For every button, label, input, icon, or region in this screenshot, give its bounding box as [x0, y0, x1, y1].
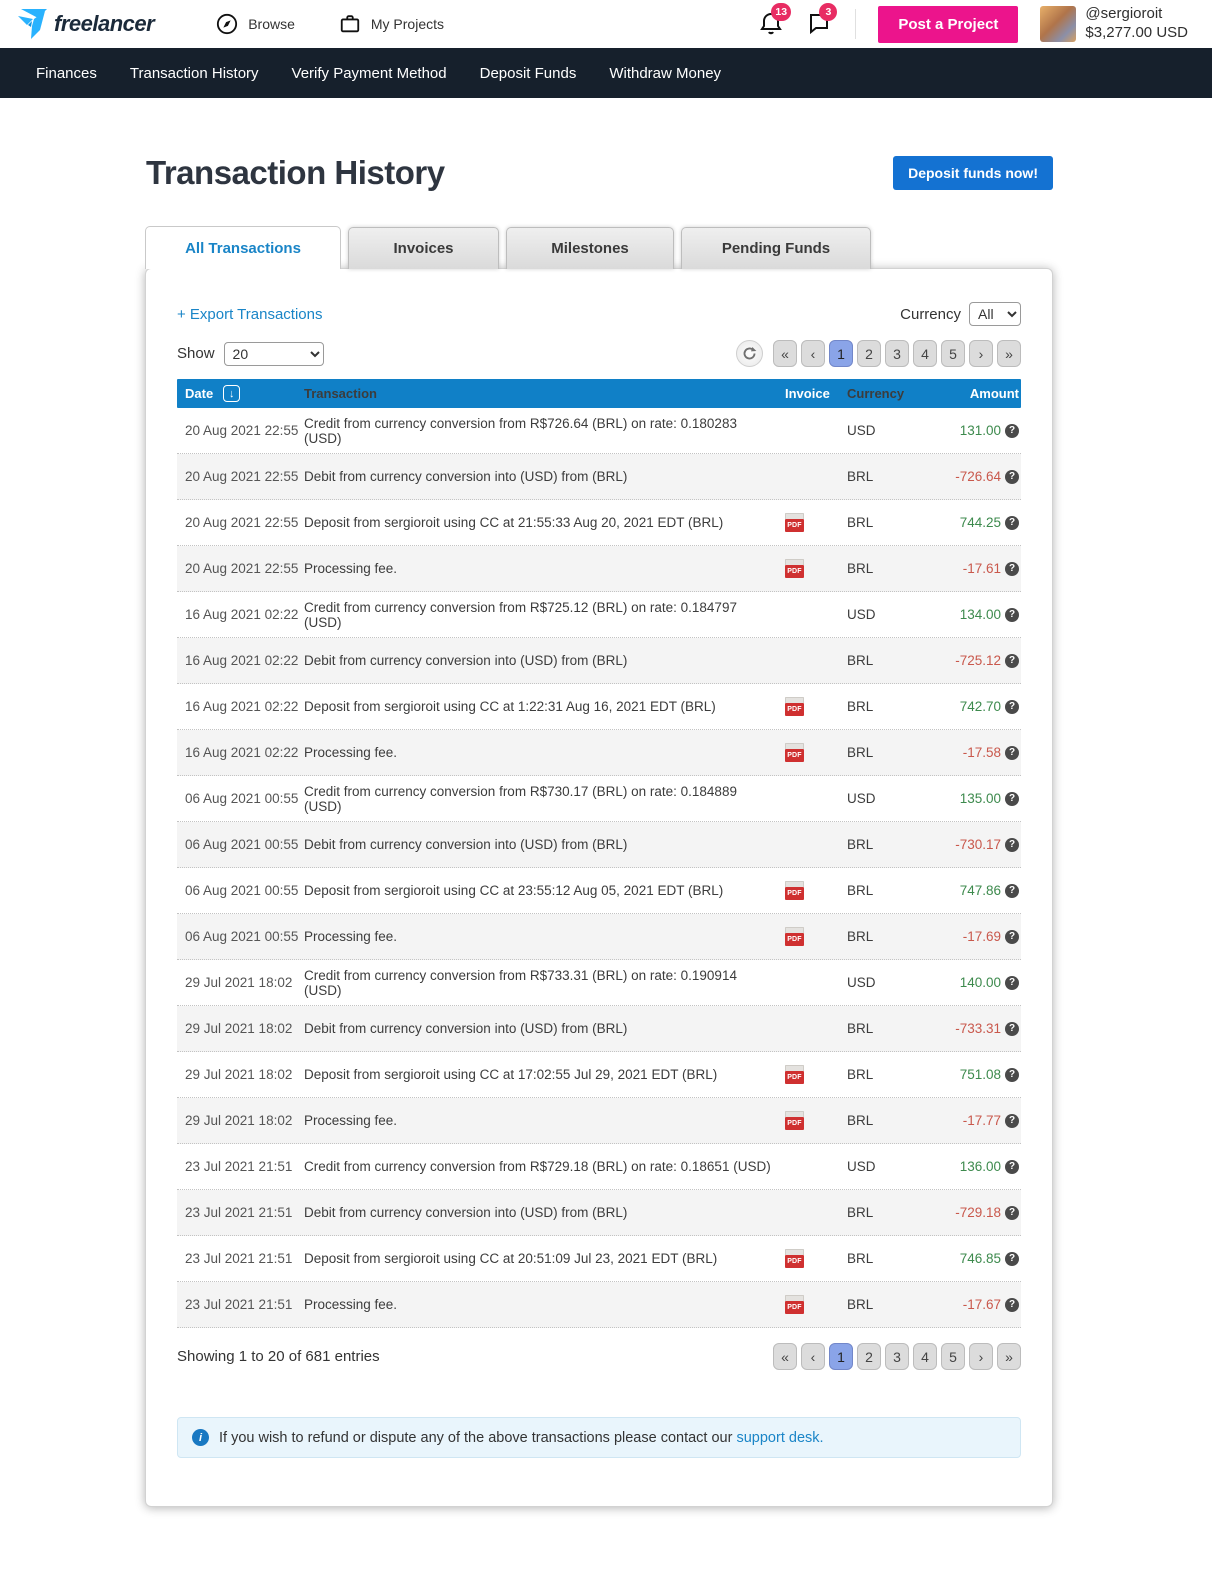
subnav-item-withdraw-money[interactable]: Withdraw Money — [609, 64, 722, 82]
messages-button[interactable] — [807, 6, 833, 37]
page-button-2[interactable]: 2 — [857, 1343, 881, 1370]
transactions-table — [177, 379, 1021, 1328]
transaction-currency: BRL — [847, 1205, 874, 1220]
sort-descending-icon[interactable]: ↓ — [223, 385, 240, 402]
currency-filter-select[interactable] — [969, 302, 1021, 326]
last-page-button[interactable]: » — [997, 340, 1021, 367]
transaction-description: Credit from currency conversion from R$730.17 (BRL) on rate: 0.184889 (USD) — [304, 783, 737, 814]
transaction-description: Processing fee. — [304, 561, 398, 576]
transaction-date: 16 Aug 2021 02:22 — [185, 745, 299, 760]
table-row — [177, 1052, 1021, 1098]
transaction-description: Processing fee. — [304, 929, 398, 944]
transaction-description: Processing fee. — [304, 745, 398, 760]
table-row — [177, 638, 1021, 684]
transaction-date: 20 Aug 2021 22:55 — [185, 469, 299, 484]
export-transactions-link[interactable]: + Export Transactions — [177, 305, 323, 323]
invoice-cell — [785, 1111, 847, 1130]
support-desk-link[interactable]: support desk. — [736, 1429, 824, 1446]
transaction-amount: 744.25 — [959, 515, 1001, 530]
transaction-description: Debit from currency conversion into (USD) from (BRL) — [304, 653, 628, 668]
subnav-item-deposit-funds[interactable]: Deposit Funds — [479, 64, 577, 82]
transaction-date: 23 Jul 2021 21:51 — [185, 1159, 293, 1174]
invoice-pdf-icon[interactable]: PDF — [785, 743, 804, 762]
transaction-description: Processing fee. — [304, 1113, 398, 1128]
transaction-amount: 746.85 — [959, 1251, 1001, 1266]
compass-icon — [216, 13, 238, 35]
transaction-date: 16 Aug 2021 02:22 — [185, 699, 299, 714]
transaction-amount: 751.08 — [959, 1067, 1001, 1082]
transaction-date: 23 Jul 2021 21:51 — [185, 1205, 293, 1220]
page-button-2[interactable]: 2 — [857, 340, 881, 367]
help-icon[interactable]: ? — [1005, 1068, 1019, 1082]
show-label: Show — [177, 345, 215, 362]
browse-menu[interactable] — [216, 13, 295, 35]
help-icon[interactable]: ? — [1005, 1160, 1019, 1174]
transaction-currency: BRL — [847, 929, 874, 944]
transaction-description: Deposit from sergioroit using CC at 21:55:33 Aug 20, 2021 EDT (BRL) — [304, 515, 724, 530]
invoice-pdf-icon[interactable]: PDF — [785, 881, 804, 900]
transaction-description: Debit from currency conversion into (USD) from (BRL) — [304, 1205, 628, 1220]
transaction-currency: BRL — [847, 561, 874, 576]
invoice-column-header: Invoice — [785, 386, 830, 401]
table-header-row — [177, 379, 1021, 408]
username[interactable]: @sergioroit — [1085, 5, 1163, 23]
bottom-pagination — [773, 1343, 1021, 1370]
show-entries-select[interactable] — [224, 342, 324, 366]
invoice-pdf-icon[interactable]: PDF — [785, 697, 804, 716]
transaction-currency: USD — [847, 1159, 876, 1174]
transaction-column-header: Transaction — [304, 386, 377, 401]
help-icon[interactable]: ? — [1005, 424, 1019, 438]
transaction-amount: -17.61 — [962, 561, 1001, 576]
transaction-date: 20 Aug 2021 22:55 — [185, 515, 299, 530]
transaction-description: Deposit from sergioroit using CC at 20:51:09 Jul 23, 2021 EDT (BRL) — [304, 1251, 718, 1266]
notice-text: If you wish to refund or dispute any of the above transactions please contact our — [219, 1429, 733, 1446]
avatar[interactable] — [1040, 6, 1076, 42]
invoice-cell — [785, 1295, 847, 1314]
table-row — [177, 592, 1021, 638]
transaction-amount: -726.64 — [955, 469, 1001, 484]
transaction-date: 16 Aug 2021 02:22 — [185, 607, 299, 622]
transaction-date: 16 Aug 2021 02:22 — [185, 653, 299, 668]
help-icon[interactable]: ? — [1005, 976, 1019, 990]
transaction-currency: BRL — [847, 515, 874, 530]
invoice-pdf-icon[interactable]: PDF — [785, 559, 804, 578]
post-project-button[interactable]: Post a Project — [878, 6, 1018, 43]
help-icon[interactable]: ? — [1005, 562, 1019, 576]
subnav-item-transaction-history[interactable]: Transaction History — [129, 64, 259, 82]
help-icon[interactable]: ? — [1005, 884, 1019, 898]
notifications-badge: 13 — [771, 3, 791, 21]
table-row — [177, 730, 1021, 776]
transaction-description: Deposit from sergioroit using CC at 1:22:31 Aug 16, 2021 EDT (BRL) — [304, 699, 716, 714]
transaction-description: Credit from currency conversion from R$726.64 (BRL) on rate: 0.180283 (USD) — [304, 415, 737, 446]
help-icon[interactable]: ? — [1005, 838, 1019, 852]
invoice-cell — [785, 513, 847, 532]
invoice-cell — [785, 697, 847, 716]
page-button-5[interactable]: 5 — [941, 1343, 965, 1370]
transaction-amount: -730.17 — [955, 837, 1001, 852]
transaction-currency: BRL — [847, 1113, 874, 1128]
help-icon[interactable]: ? — [1005, 1114, 1019, 1128]
finances-subnav — [0, 48, 1212, 98]
invoice-pdf-icon[interactable]: PDF — [785, 1249, 804, 1268]
transaction-description: Deposit from sergioroit using CC at 17:02:55 Jul 29, 2021 EDT (BRL) — [304, 1067, 718, 1082]
transaction-date: 06 Aug 2021 00:55 — [185, 883, 299, 898]
transactions-panel — [145, 268, 1053, 1507]
transaction-date: 06 Aug 2021 00:55 — [185, 929, 299, 944]
help-icon[interactable]: ? — [1005, 1252, 1019, 1266]
transaction-currency: USD — [847, 975, 876, 990]
subnav-item-finances[interactable]: Finances — [36, 64, 97, 82]
next-page-button[interactable]: › — [969, 340, 993, 367]
invoice-pdf-icon[interactable]: PDF — [785, 513, 804, 532]
invoice-pdf-icon[interactable]: PDF — [785, 927, 804, 946]
invoice-cell — [785, 927, 847, 946]
transaction-currency: USD — [847, 423, 876, 438]
transaction-amount: -17.58 — [962, 745, 1001, 760]
logo-wordmark: freelancer — [54, 11, 155, 36]
transaction-currency: BRL — [847, 653, 874, 668]
transaction-currency: BRL — [847, 1251, 874, 1266]
transaction-amount: 135.00 — [959, 791, 1001, 806]
table-row — [177, 960, 1021, 1006]
transaction-currency: BRL — [847, 883, 874, 898]
showing-entries-text: Showing 1 to 20 of 681 entries — [177, 1348, 380, 1365]
help-icon[interactable]: ? — [1005, 746, 1019, 760]
info-icon: i — [192, 1429, 209, 1446]
amount-column-header: Amount — [969, 386, 1019, 401]
top-header — [0, 0, 1212, 48]
tab-invoices[interactable]: Invoices — [348, 227, 499, 269]
table-row — [177, 1098, 1021, 1144]
table-row — [177, 1006, 1021, 1052]
transaction-currency: BRL — [847, 1021, 874, 1036]
currency-filter-label: Currency — [900, 305, 961, 323]
refresh-button[interactable] — [736, 340, 763, 367]
transaction-description: Deposit from sergioroit using CC at 23:55:12 Aug 05, 2021 EDT (BRL) — [304, 883, 724, 898]
transaction-date: 20 Aug 2021 22:55 — [185, 561, 299, 576]
transaction-description: Debit from currency conversion into (USD) from (BRL) — [304, 1021, 628, 1036]
table-row — [177, 1190, 1021, 1236]
invoice-pdf-icon[interactable]: PDF — [785, 1111, 804, 1130]
page-button-1[interactable]: 1 — [829, 1343, 853, 1370]
invoice-pdf-icon[interactable]: PDF — [785, 1065, 804, 1084]
transaction-currency: BRL — [847, 745, 874, 760]
transaction-amount: 134.00 — [959, 607, 1001, 622]
table-row — [177, 408, 1021, 454]
transaction-currency: BRL — [847, 699, 874, 714]
transaction-currency: BRL — [847, 837, 874, 852]
invoice-pdf-icon[interactable]: PDF — [785, 1295, 804, 1314]
my-projects-menu[interactable] — [339, 13, 444, 35]
transaction-description: Debit from currency conversion into (USD) from (BRL) — [304, 837, 628, 852]
help-icon[interactable]: ? — [1005, 1022, 1019, 1036]
transaction-date: 06 Aug 2021 00:55 — [185, 837, 299, 852]
date-column-header: Date — [185, 386, 214, 401]
header-divider — [855, 9, 856, 39]
invoice-cell — [785, 1065, 847, 1084]
transaction-description: Credit from currency conversion from R$725.12 (BRL) on rate: 0.184797 (USD) — [304, 599, 737, 630]
first-page-button[interactable]: « — [773, 1343, 797, 1370]
prev-page-button[interactable]: ‹ — [801, 1343, 825, 1370]
table-row — [177, 914, 1021, 960]
help-icon[interactable]: ? — [1005, 792, 1019, 806]
prev-page-button[interactable]: ‹ — [801, 340, 825, 367]
table-row — [177, 1144, 1021, 1190]
tab-milestones[interactable]: Milestones — [506, 227, 674, 269]
transaction-amount: 747.86 — [959, 883, 1001, 898]
transaction-amount: -17.69 — [962, 929, 1001, 944]
help-icon[interactable]: ? — [1005, 470, 1019, 484]
table-row — [177, 684, 1021, 730]
transaction-date: 23 Jul 2021 21:51 — [185, 1297, 293, 1312]
transaction-date: 29 Jul 2021 18:02 — [185, 975, 293, 990]
transaction-description: Debit from currency conversion into (USD) from (BRL) — [304, 469, 628, 484]
transactions-body — [177, 408, 1021, 1328]
transaction-description: Credit from currency conversion from R$733.31 (BRL) on rate: 0.190914 (USD) — [304, 967, 737, 998]
transaction-currency: BRL — [847, 1067, 874, 1082]
refund-notice — [177, 1417, 1021, 1458]
freelancer-logo[interactable] — [18, 8, 154, 40]
table-row — [177, 454, 1021, 500]
transaction-amount: -17.77 — [962, 1113, 1001, 1128]
table-row — [177, 1282, 1021, 1328]
help-icon[interactable]: ? — [1005, 1206, 1019, 1220]
transaction-description: Credit from currency conversion from R$729.18 (BRL) on rate: 0.18651 (USD) — [304, 1159, 771, 1174]
transaction-date: 29 Jul 2021 18:02 — [185, 1067, 293, 1082]
top-nav — [216, 13, 444, 35]
transaction-currency: USD — [847, 607, 876, 622]
page-button-3[interactable]: 3 — [885, 340, 909, 367]
tab-all-transactions[interactable]: All Transactions — [145, 226, 341, 269]
last-page-button[interactable]: » — [997, 1343, 1021, 1370]
briefcase-icon — [339, 13, 361, 35]
transactions-tabs — [0, 226, 1212, 269]
transaction-date: 29 Jul 2021 18:02 — [185, 1021, 293, 1036]
deposit-funds-now-button[interactable]: Deposit funds now! — [893, 156, 1053, 190]
transaction-amount: 136.00 — [959, 1159, 1001, 1174]
table-row — [177, 868, 1021, 914]
tab-pending-funds[interactable]: Pending Funds — [681, 227, 871, 269]
page-title: Transaction History — [146, 154, 445, 191]
transaction-amount: -733.31 — [955, 1021, 1001, 1036]
transaction-amount: -725.12 — [955, 653, 1001, 668]
top-pagination — [773, 340, 1021, 367]
messages-badge: 3 — [819, 3, 837, 21]
first-page-button[interactable]: « — [773, 340, 797, 367]
page-button-5[interactable]: 5 — [941, 340, 965, 367]
transaction-date: 29 Jul 2021 18:02 — [185, 1113, 293, 1128]
help-icon[interactable]: ? — [1005, 654, 1019, 668]
transaction-amount: -17.67 — [962, 1297, 1001, 1312]
transaction-description: Processing fee. — [304, 1297, 398, 1312]
page-button-4[interactable]: 4 — [913, 340, 937, 367]
table-row — [177, 822, 1021, 868]
page-button-4[interactable]: 4 — [913, 1343, 937, 1370]
invoice-cell — [785, 743, 847, 762]
transaction-currency: USD — [847, 791, 876, 806]
invoice-cell — [785, 881, 847, 900]
transaction-date: 23 Jul 2021 21:51 — [185, 1251, 293, 1266]
freelancer-bird-icon — [18, 8, 48, 40]
notifications-button[interactable] — [759, 6, 788, 37]
account-balance: $3,277.00 USD — [1085, 24, 1188, 41]
next-page-button[interactable]: › — [969, 1343, 993, 1370]
table-row — [177, 546, 1021, 592]
transaction-amount: 140.00 — [959, 975, 1001, 990]
transaction-date: 06 Aug 2021 00:55 — [185, 791, 299, 806]
invoice-cell — [785, 559, 847, 578]
my-projects-label: My Projects — [370, 16, 444, 32]
page-button-1[interactable]: 1 — [829, 340, 853, 367]
help-icon[interactable]: ? — [1005, 516, 1019, 530]
subnav-item-verify-payment-method[interactable]: Verify Payment Method — [291, 64, 447, 82]
browse-label: Browse — [248, 16, 295, 32]
table-row — [177, 1236, 1021, 1282]
help-icon[interactable]: ? — [1005, 930, 1019, 944]
currency-column-header: Currency — [847, 386, 905, 401]
transaction-currency: BRL — [847, 469, 874, 484]
transaction-currency: BRL — [847, 1297, 874, 1312]
help-icon[interactable]: ? — [1005, 608, 1019, 622]
transaction-date: 20 Aug 2021 22:55 — [185, 423, 299, 438]
help-icon[interactable]: ? — [1005, 1298, 1019, 1312]
table-row — [177, 500, 1021, 546]
help-icon[interactable]: ? — [1005, 700, 1019, 714]
table-row — [177, 776, 1021, 822]
invoice-cell — [785, 1249, 847, 1268]
page-button-3[interactable]: 3 — [885, 1343, 909, 1370]
user-block — [1040, 5, 1188, 43]
transaction-amount: -729.18 — [955, 1205, 1001, 1220]
transaction-amount: 742.70 — [959, 699, 1001, 714]
transaction-amount: 131.00 — [959, 423, 1001, 438]
